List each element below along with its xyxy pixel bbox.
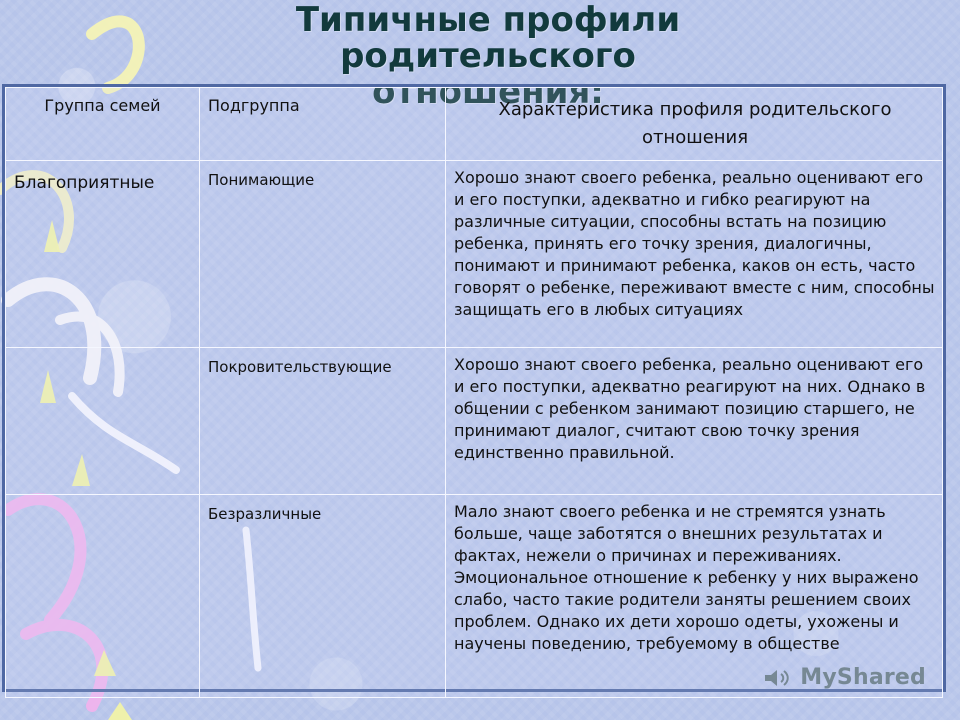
group-cell xyxy=(6,495,200,698)
parent-profile-table xyxy=(5,87,943,698)
header-row xyxy=(6,88,943,161)
group-cell xyxy=(6,348,200,495)
description-cell xyxy=(446,348,943,495)
description-text: Мало знают своего ребенка и не стремятся узнать больше, чаще заботятся о внешних результатах и фактах, нежели о причинах и переживаниях. Эмоциональное отношение к ребенку у них выражено слабо, часто такие родители заняты решением своих проблем. Однако их дети хорошо одеты, ухожены и научены поведению, требуемому в обществе xyxy=(454,502,919,653)
description-cell xyxy=(446,495,943,698)
subgroup-label: Понимающие xyxy=(208,171,315,189)
header-cell-description xyxy=(446,88,943,161)
header-label-description: Характеристика профиля родительского отношения xyxy=(498,99,892,148)
group-label xyxy=(6,348,199,360)
subgroup-label: Безразличные xyxy=(208,505,322,523)
page-title: Типичные профили родительского отношения: xyxy=(295,0,681,112)
description-text: Хорошо знают своего ребенка, реально оценивают его и его поступки, адекватно и гибко реагируют на различные ситуации, способны встать на позицию ребенка, принять его точку зрения, диалогичны, понимают и принимают ребенка, каков он есть, часто говорят о ребенке, переживают вместе с ним, способны защищать его в любых ситуациях xyxy=(454,168,935,319)
table-row xyxy=(6,161,943,348)
watermark-text: MyShared xyxy=(800,665,926,690)
group-cell xyxy=(6,161,200,348)
subgroup-cell xyxy=(200,161,446,348)
header-cell-group xyxy=(6,88,200,161)
subgroup-label: Покровительствующие xyxy=(208,358,392,376)
table-header xyxy=(6,88,943,161)
subgroup-cell xyxy=(200,495,446,698)
profile-table xyxy=(2,84,946,692)
description-cell xyxy=(446,161,943,348)
header-label-group: Группа семей xyxy=(44,96,161,115)
table-row xyxy=(6,348,943,495)
table-body xyxy=(6,161,943,698)
header-label-subgroup: Подгруппа xyxy=(208,96,300,115)
header-cell-subgroup xyxy=(200,88,446,161)
table-row xyxy=(6,495,943,698)
group-label: Благоприятные xyxy=(14,173,155,193)
group-label xyxy=(6,495,199,507)
description-text: Хорошо знают своего ребенка, реально оценивают его и его поступки, адекватно реагируют на них. Однако в общении с ребенком занимают позицию старшего, не принимают диалог, считают свою точку зрения единственно правильной. xyxy=(454,355,926,462)
subgroup-cell xyxy=(200,348,446,495)
